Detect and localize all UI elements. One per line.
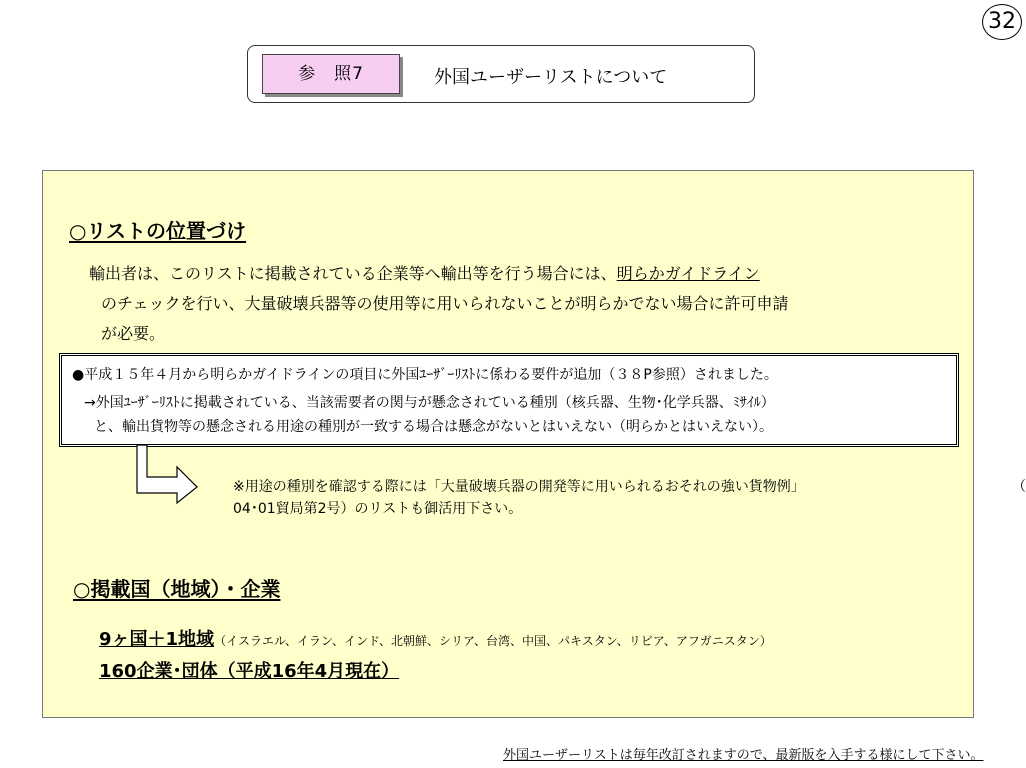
main-panel	[42, 170, 974, 718]
notice-box	[59, 353, 959, 447]
note-line-1: ※用途の種別を確認する際には「大量破壊兵器の開発等に用いられるおそれの強い貨物例」	[233, 479, 805, 495]
paragraph-line-1-text: 輸出者は、このリストに掲載されている企業等へ輸出等を行う場合には、	[89, 264, 617, 283]
paragraph-line-3: が必要。	[101, 324, 166, 343]
paragraph-line-2: のチェックを行い、大量破壊兵器等の使用等に用いられないことが明らかでない場合に許可申請	[101, 294, 789, 313]
page-title: 外国ユーザーリストについて	[434, 67, 668, 88]
paragraph-line-1	[89, 259, 919, 289]
notice-line-1: ●平成１５年４月から明らかガイドラインの項目に外国ﾕｰｻﾞｰﾘｽﾄに係わる要件が追加（３８P参照）されました。	[72, 367, 778, 383]
section-heading-list-position: ○リストの位置づけ	[69, 219, 247, 243]
reference-tag: 参 照7	[262, 54, 400, 94]
list-position-paragraph	[89, 259, 919, 349]
countries-line	[99, 625, 772, 651]
notice-line-3: と、輸出貨物等の懸念される用途の種別が一致する場合は懸念がないとはいえない（明らかとはいえない）。	[94, 419, 773, 435]
footer-note: 外国ユーザーリストは毎年改訂されますので、最新版を入手する様にして下さい。	[503, 748, 984, 763]
bent-arrow-icon	[133, 443, 201, 505]
countries-list: （イスラエル、イラン、インド、北朝鮮、シリア、台湾、中国、パキスタン、リビア、アフガニスタン）	[214, 634, 772, 648]
organizations-count: 160企業･団体（平成16年4月現在）	[99, 661, 400, 682]
page-number: 32	[982, 4, 1022, 40]
header-box	[247, 45, 755, 103]
section-heading-countries: ○掲載国（地域）・企業	[73, 577, 281, 601]
notice-line-2: →外国ﾕｰｻﾞｰﾘｽﾄに掲載されている、当該需要者の関与が懸念されている種別（核兵器、生物･化学兵器、ﾐｻｲﾙ）	[84, 395, 775, 411]
clipped-paren: （	[1012, 479, 1026, 495]
note-line-2: 04･01貿局第2号）のリストも御活用下さい。	[233, 501, 523, 517]
guideline-link[interactable]: 明らかガイドライン	[616, 264, 760, 283]
countries-count: 9ヶ国＋1地域	[99, 629, 215, 650]
